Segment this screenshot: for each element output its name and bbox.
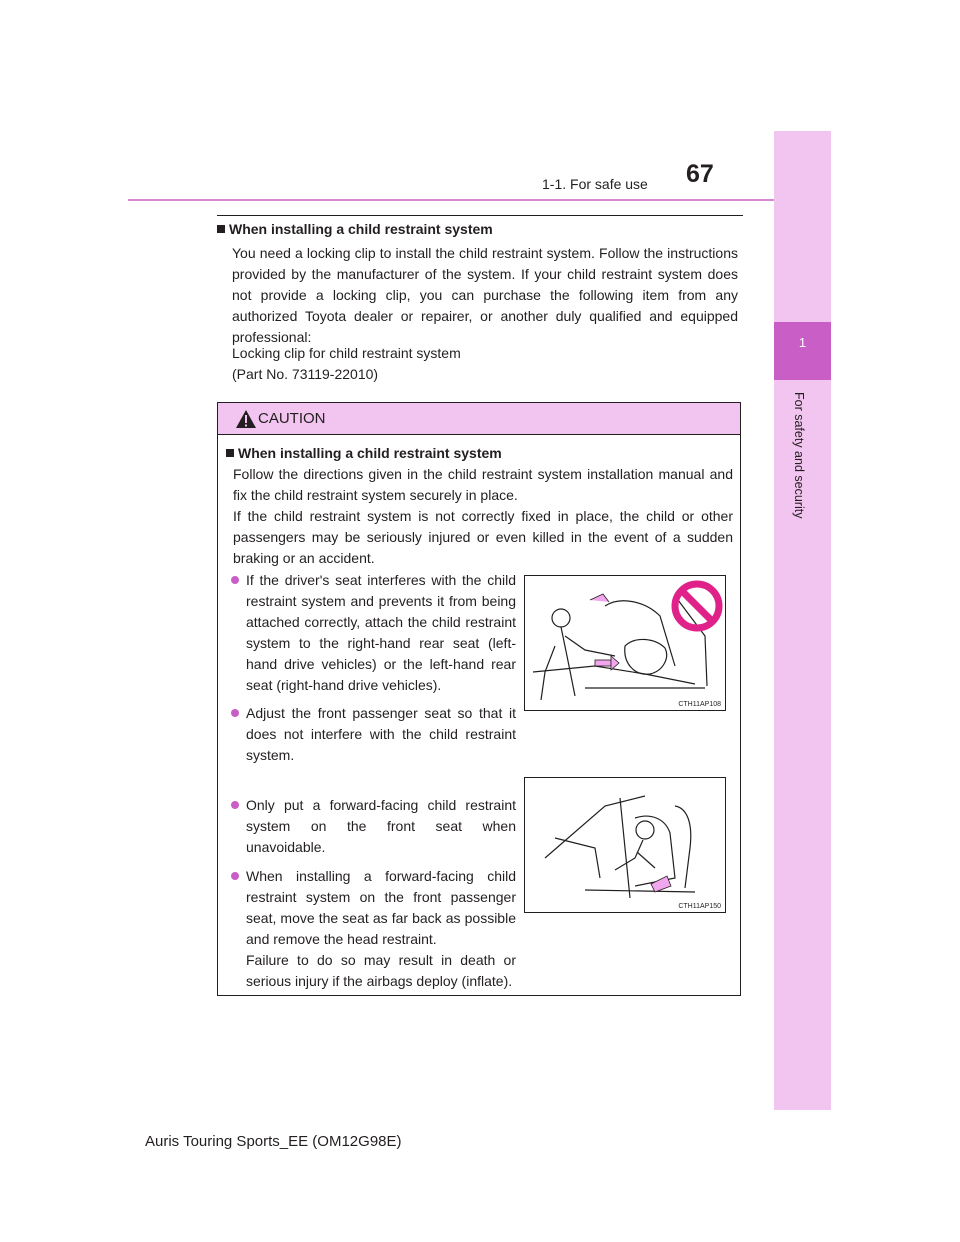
section-title: 1-1. For safe use bbox=[542, 176, 648, 192]
header-rule bbox=[128, 199, 831, 201]
caution-heading: When installing a child restraint system bbox=[226, 445, 502, 461]
chapter-number-box bbox=[774, 322, 831, 380]
bullet-dot-icon bbox=[231, 872, 239, 880]
caution-paragraph bbox=[233, 464, 733, 569]
part-line-1: Locking clip for child restraint system bbox=[232, 345, 461, 361]
list-item: If the driver's seat interferes with the child restraint system and prevents it from being attached correctly, attach the child restraint system to the right-hand rear seat (left-hand drive vehicles) or the left-hand rear seat (right-hand drive vehicles). bbox=[232, 570, 516, 696]
forward-facing-seat-illustration bbox=[525, 778, 725, 912]
chapter-title: For safety and security bbox=[792, 392, 806, 519]
driver-seat-interference-figure bbox=[524, 575, 726, 711]
chapter-number: 1 bbox=[798, 335, 807, 350]
caution-title: CAUTION bbox=[258, 410, 326, 427]
list-item: Adjust the front passenger seat so that it does not interfere with the child restraint system. bbox=[232, 703, 516, 766]
bullet-dot-icon bbox=[231, 801, 239, 809]
front-seat-child-restraint-figure bbox=[524, 777, 726, 913]
section-heading: When installing a child restraint system bbox=[217, 221, 493, 237]
section-divider bbox=[217, 215, 743, 216]
figure-code: CTH11AP108 bbox=[678, 701, 721, 708]
chapter-side-tab[interactable] bbox=[774, 131, 831, 1110]
square-bullet-icon bbox=[217, 225, 225, 233]
locking-clip-paragraph: You need a locking clip to install the child restraint system. Follow the instructions provided by the manufacturer of the system. If your child restraint system does not provide a locking clip, you can purchase the following item from any authorized Toyota dealer or repairer, or another duly qualified and equipped professional: bbox=[232, 245, 738, 345]
manual-footer: Auris Touring Sports_EE (OM12G98E) bbox=[145, 1133, 402, 1150]
caution-line-1: Follow the directions given in the child restraint system installation manual and fix the child restraint system securely in place. bbox=[233, 466, 733, 503]
list-item: When installing a forward-facing child restraint system on the front passenger seat, move the seat as far back as possible and remove the head restraint. Failure to do so may result in death or serious injury if the airbags deploy (inflate). bbox=[232, 866, 516, 992]
caution-line-2: If the child restraint system is not correctly fixed in place, the child or other passengers may be seriously injured or even killed in the event of a sudden braking or an accident. bbox=[233, 508, 733, 566]
bullet-dot-icon bbox=[231, 576, 239, 584]
caution-box bbox=[217, 402, 741, 996]
child-seat-illustration bbox=[525, 576, 725, 710]
caution-header bbox=[218, 403, 740, 435]
list-item: Only put a forward-facing child restraint system on the front seat when unavoidable. bbox=[232, 795, 516, 858]
square-bullet-icon bbox=[226, 449, 234, 457]
figure-code: CTH11AP150 bbox=[678, 903, 721, 910]
part-number-paragraph bbox=[232, 343, 738, 385]
page-number: 67 bbox=[686, 160, 714, 188]
bullet-dot-icon bbox=[231, 709, 239, 717]
part-line-2: (Part No. 73119-22010) bbox=[232, 366, 379, 382]
warning-triangle-icon bbox=[235, 409, 257, 429]
